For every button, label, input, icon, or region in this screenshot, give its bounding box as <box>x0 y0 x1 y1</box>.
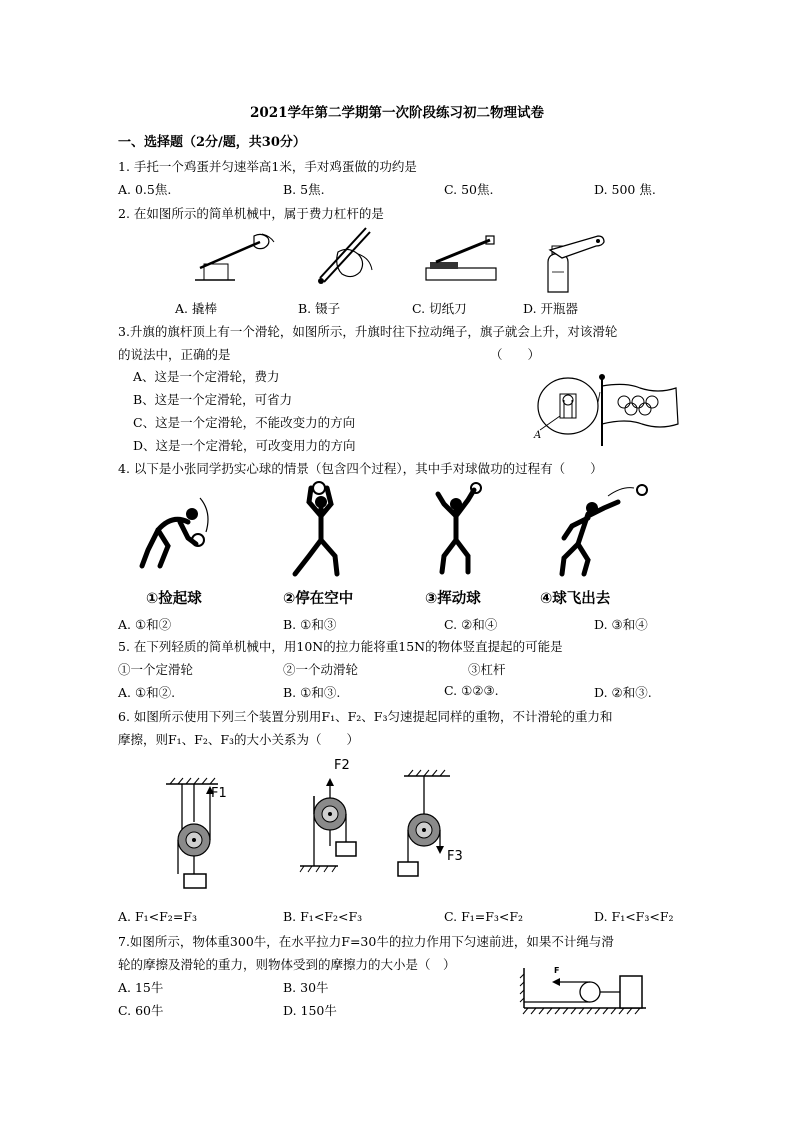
q6-stem-line1: 6. 如图所示使用下列三个装置分别用F₁、F₂、F₃匀速提起同样的重物，不计滑轮的重力和 <box>118 709 613 724</box>
label-f1: F1 <box>211 786 227 801</box>
q5-item-1: ①一个定滑轮 <box>118 662 194 677</box>
crowbar-figure <box>190 228 280 290</box>
flagpole-figure <box>530 372 680 446</box>
q6-stem-line2: 摩擦，则F₁、F₂、F₃的大小关系为（ ） <box>118 732 360 747</box>
q7-stem-line1: 7.如图所示，物体重300牛，在水平拉力F=30牛的拉力作用下匀速前进，如果不计绳与滑 <box>118 934 614 949</box>
q2-option-a: A. 撬棒 <box>175 301 217 316</box>
hold-ball-figure <box>285 482 355 578</box>
q3-option-a: A、这是一个定滑轮，费力 <box>133 369 280 384</box>
q7-option-d: D. 150牛 <box>283 1003 337 1018</box>
q4-option-d: D. ③和④ <box>594 617 648 632</box>
q4-caption-2: ②停在空中 <box>283 591 354 607</box>
q5-option-d: D. ②和③. <box>594 685 652 700</box>
q4-option-b: B. ①和③ <box>283 617 337 632</box>
page-title: 2021学年第二学期第一次阶段练习初二物理试卷 <box>249 105 545 121</box>
label-f-force: F <box>554 966 560 975</box>
q2-option-b: B. 镊子 <box>298 301 341 316</box>
q1-option-d: D. 500 焦. <box>594 182 656 197</box>
q7-option-c: C. 60牛 <box>118 1003 164 1018</box>
section-heading: 一、选择题（2分/题，共30分） <box>118 135 306 150</box>
movable-pulley-f2-figure <box>298 776 378 878</box>
paper-cutter-figure <box>422 232 500 284</box>
q3-stem-line2: 的说法中，正确的是 <box>118 347 231 362</box>
q1-option-b: B. 5焦. <box>283 182 325 197</box>
q4-caption-3: ③挥动球 <box>425 591 481 607</box>
q7-option-a: A. 15牛 <box>118 980 164 995</box>
q6-option-c: C. F₁=F₃<F₂ <box>444 909 524 924</box>
flagpole-label-a: A <box>534 430 542 441</box>
label-f2: F2 <box>334 758 350 773</box>
q5-stem: 5. 在下列轻质的简单机械中，用10N的拉力能将重15N的物体竖直提起的可能是 <box>118 639 563 654</box>
q7-stem-line2: 轮的摩擦及滑轮的重力，则物体受到的摩擦力的大小是（ ） <box>118 957 456 972</box>
q4-stem: 4. 以下是小张同学扔实心球的情景（包含四个过程），其中手对球做功的过程有（ ） <box>118 461 603 476</box>
q3-stem-line1: 3.升旗的旗杆顶上有一个滑轮，如图所示，升旗时往下拉动绳子，旗子就会上升，对该滑轮 <box>118 324 618 339</box>
q2-option-c: C. 切纸刀 <box>412 301 467 316</box>
q3-option-c: C、这是一个定滑轮，不能改变力的方向 <box>133 415 356 430</box>
q4-option-c: C. ②和④ <box>444 617 498 632</box>
q5-item-3: ③杠杆 <box>468 662 506 677</box>
q1-stem: 1. 手托一个鸡蛋并匀速举高1米，手对鸡蛋做的功约是 <box>118 159 417 174</box>
horizontal-pulley-figure <box>520 968 650 1020</box>
ball-thrown-figure <box>548 482 652 578</box>
q5-option-b: B. ①和③. <box>283 685 341 700</box>
q4-caption-4: ④球飞出去 <box>540 591 611 607</box>
swing-ball-figure <box>428 480 492 576</box>
q6-option-a: A. F₁<F₂=F₃ <box>118 909 197 924</box>
tweezers-figure <box>310 222 380 288</box>
label-f3: F3 <box>447 849 463 864</box>
q3-option-b: B、这是一个定滑轮，可省力 <box>133 392 293 407</box>
q3-option-d: D、这是一个定滑轮，可改变用力的方向 <box>133 438 356 453</box>
q3-answer-paren: （ ） <box>490 347 541 362</box>
q2-stem: 2. 在如图所示的简单机械中，属于费力杠杆的是 <box>118 206 384 221</box>
fixed-pulley-f3-figure <box>396 770 468 882</box>
q6-option-d: D. F₁<F₃<F₂ <box>594 909 674 924</box>
pick-up-ball-figure <box>138 492 218 574</box>
q1-option-a: A. 0.5焦. <box>118 182 172 197</box>
q4-option-a: A. ①和② <box>118 617 172 632</box>
q5-option-a: A. ①和②. <box>118 685 176 700</box>
q2-option-d: D. 开瓶器 <box>523 301 579 316</box>
bottle-opener-figure <box>538 232 608 294</box>
q5-option-c: C. ①②③. <box>444 683 499 698</box>
q5-item-2: ②一个动滑轮 <box>283 662 359 677</box>
q1-option-c: C. 50焦. <box>444 182 494 197</box>
q7-option-b: B. 30牛 <box>283 980 329 995</box>
q6-option-b: B. F₁<F₂<F₃ <box>283 909 363 924</box>
q4-caption-1: ①捡起球 <box>146 591 202 607</box>
